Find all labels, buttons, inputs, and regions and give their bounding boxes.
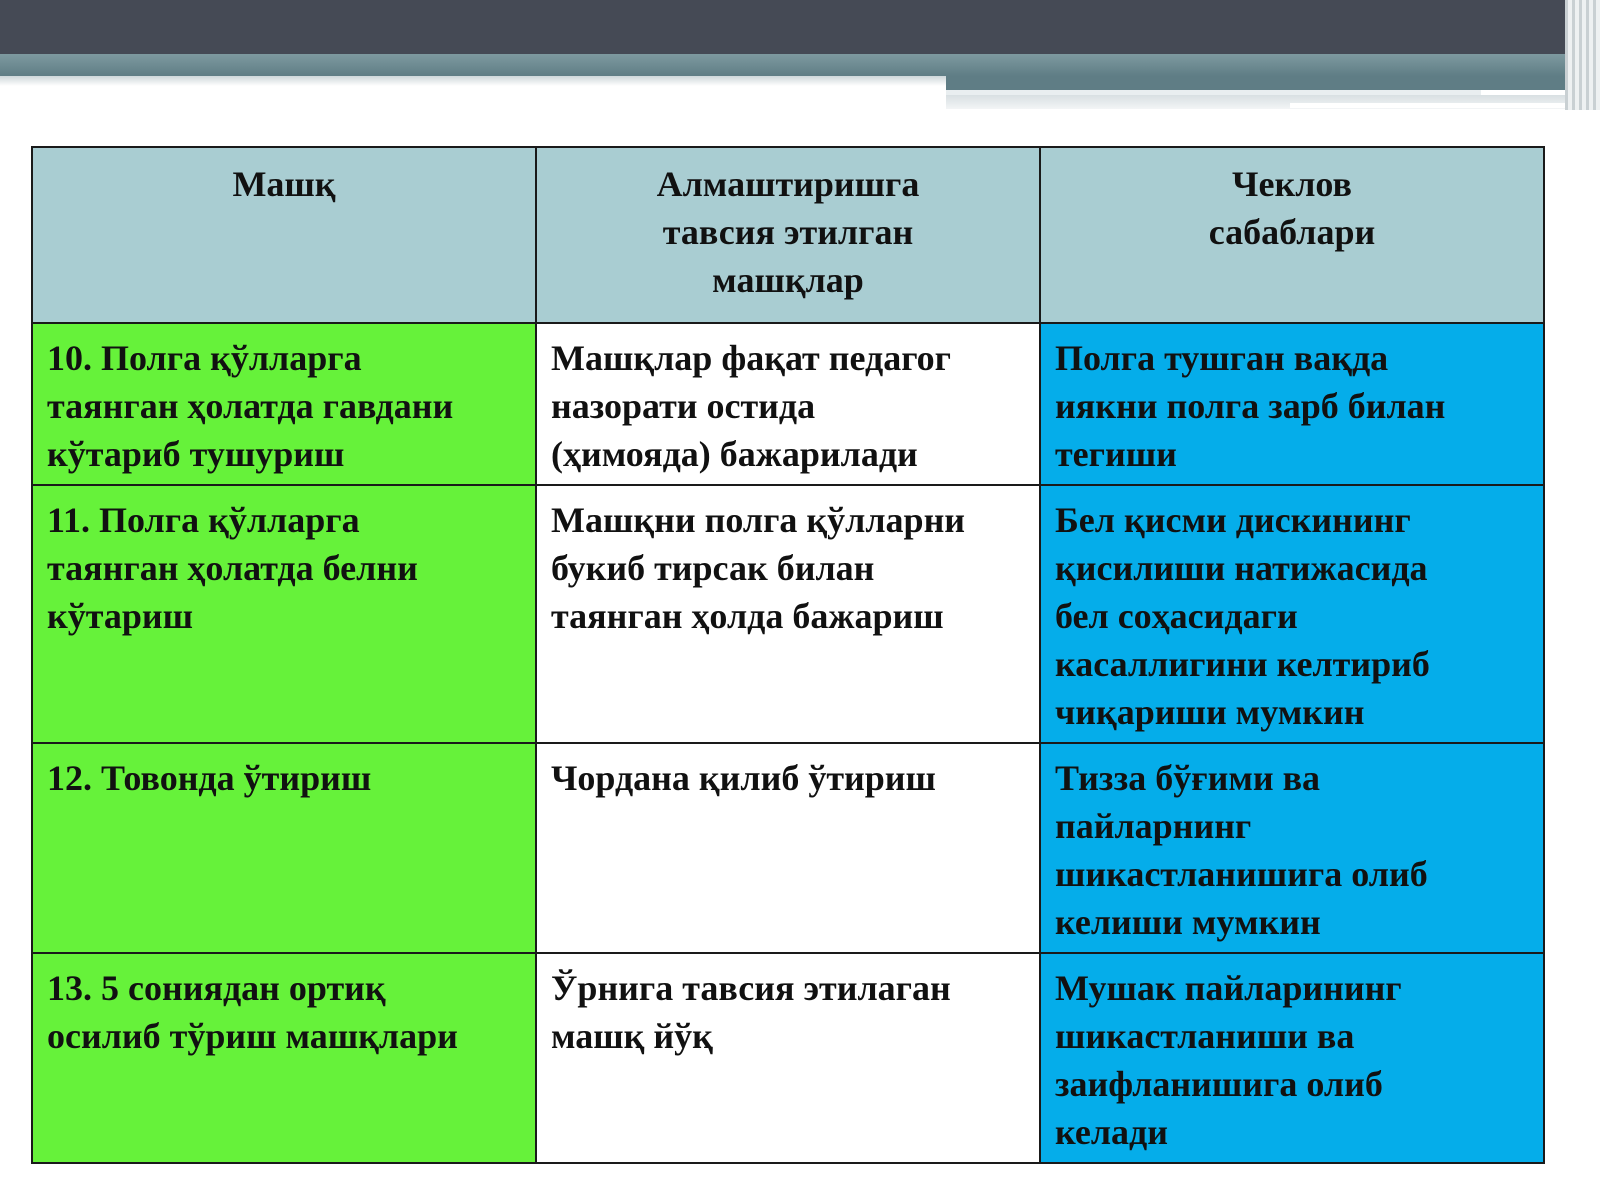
exercise-text: 11. Полга қўлларга таянган ҳолатда белни кўтариш <box>47 500 418 636</box>
header-reasons-text: Чеклов сабаблари <box>1208 164 1376 252</box>
alternative-text: Ўрнига тавсия этилаган машқ йўқ <box>551 968 951 1056</box>
reason-text: Мушак пайларининг шикастланиши ва заифланишига олиб келади <box>1055 968 1402 1152</box>
header-band-right-block <box>946 76 1565 90</box>
alternative-cell <box>536 323 1040 485</box>
exercise-cell <box>32 743 536 953</box>
exercise-table-container <box>31 146 1545 1164</box>
table-row <box>32 743 1544 953</box>
header-band-teal <box>0 54 1565 76</box>
header-band-right-highlight <box>1290 103 1565 108</box>
exercise-table <box>31 146 1545 1164</box>
alternative-text: Машқлар фақат педагог назорати остида (ҳимояда) бажарилади <box>551 338 951 474</box>
header-alternative-text: Алмаштиришга тавсия этилган машқлар <box>656 164 920 300</box>
exercise-text: 12. Товонда ўтириш <box>47 758 372 798</box>
alternative-cell <box>536 953 1040 1163</box>
header-band-dark <box>0 0 1600 54</box>
alternative-cell <box>536 485 1040 743</box>
exercise-cell <box>32 953 536 1163</box>
reason-cell <box>1040 485 1544 743</box>
reason-text: Полга тушган вақда иякни полга зарб билан тегиши <box>1055 338 1446 474</box>
table-row <box>32 485 1544 743</box>
exercise-cell <box>32 323 536 485</box>
exercise-text: 10. Полга қўлларга таянган ҳолатда гавдани кўтариб тушуриш <box>47 338 454 474</box>
header-alternative <box>536 147 1040 323</box>
header-reasons <box>1040 147 1544 323</box>
reason-text: Бел қисми дискининг қисилиши натижасида бел соҳасидаги касаллигини келтириб чиқариши мумкин <box>1055 500 1430 732</box>
exercise-cell <box>32 485 536 743</box>
table-row <box>32 323 1544 485</box>
reason-cell <box>1040 953 1544 1163</box>
table-row <box>32 953 1544 1163</box>
alternative-text: Машқни полга қўлларни букиб тирсак билан таянган ҳолда бажариш <box>551 500 966 636</box>
reason-cell <box>1040 323 1544 485</box>
reason-text: Тизза бўғими ва пайларнинг шикастланишига олиб келиши мумкин <box>1055 758 1428 942</box>
alternative-cell <box>536 743 1040 953</box>
header-exercise-text: Машқ <box>232 164 336 204</box>
exercise-text: 13. 5 сониядан ортиқ осилиб тўриш машқлари <box>47 968 458 1056</box>
table-header-row <box>32 147 1544 323</box>
header-edge-stripes <box>1565 0 1600 110</box>
alternative-text: Чордана қилиб ўтириш <box>551 758 936 798</box>
header-exercise <box>32 147 536 323</box>
reason-cell <box>1040 743 1544 953</box>
